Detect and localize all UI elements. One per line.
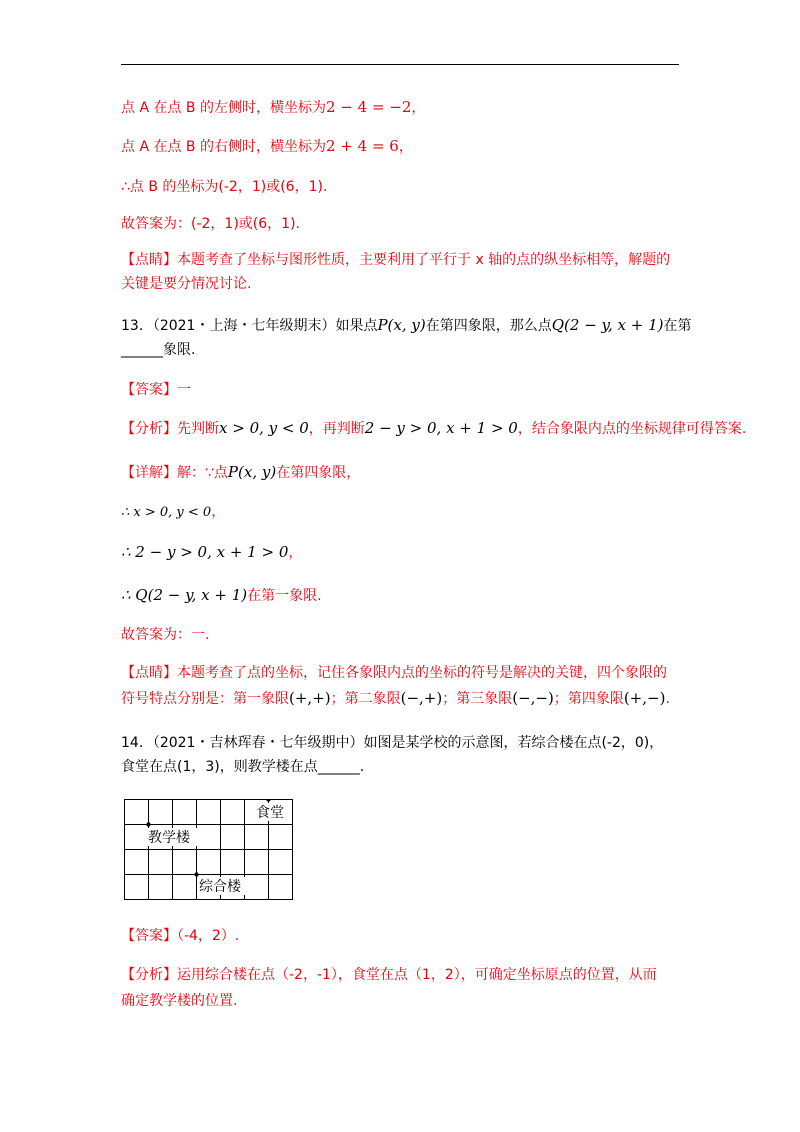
teaching-building-label: 教学楼 bbox=[148, 830, 190, 846]
q13-stem-b: 在第四象限，那么点 bbox=[425, 318, 552, 334]
school-map-figure bbox=[124, 799, 294, 901]
q13-stem-c: 在第 bbox=[663, 318, 692, 334]
q13-quadrant-1-sign: (+,+) bbox=[289, 689, 331, 707]
text-line-note-1: 【点睛】本题考查了坐标与图形性质，主要利用了平行于 x 轴的点的纵坐标相等，解题的 bbox=[121, 252, 671, 268]
q13-note-2-a: 符号特点分别是：第一象限 bbox=[121, 691, 289, 707]
q13-step-3-math: ∴ Q(2 − y, x + 1) bbox=[121, 586, 248, 604]
left-case-end: ， bbox=[411, 100, 426, 116]
q13-note-2-d: ；第四象限 bbox=[553, 691, 624, 707]
q13-step-3-end: 在第一象限. bbox=[247, 588, 322, 604]
q13-note-2-c: ；第三象限 bbox=[442, 691, 513, 707]
q13-stem-line-1 bbox=[121, 315, 692, 336]
q13-analysis-math-2: 2 − y > 0, x + 1 > 0 bbox=[364, 419, 518, 437]
q14-answer: 【答案】（-4，2）. bbox=[121, 928, 240, 944]
q13-step-1-math: ∴ x > 0, y < 0 bbox=[121, 505, 212, 520]
q13-point-q: Q(2 − y, x + 1) bbox=[551, 316, 664, 334]
q13-analysis-b: ，再判断 bbox=[308, 421, 365, 437]
q13-step-1 bbox=[121, 502, 225, 523]
q13-detail-a: 【详解】解：∵点 bbox=[121, 465, 228, 481]
q13-step-2-math: ∴ 2 − y > 0, x + 1 > 0 bbox=[121, 543, 289, 561]
q13-stem-a: 13．（2021・上海・七年级期末）如果点 bbox=[121, 318, 378, 334]
left-case-math: 2 − 4 = −2 bbox=[325, 98, 412, 116]
q14-stem-line-1: 14．（2021・吉林珲春・七年级期中）如图是某学校的示意图，若综合楼在点(-2，0)， bbox=[121, 735, 664, 751]
q13-analysis-c: ，结合象限内点的坐标规律可得答案. bbox=[517, 421, 747, 437]
canteen-label: 食堂 bbox=[256, 805, 284, 821]
q13-quadrant-2-sign: (−,+) bbox=[400, 689, 443, 707]
q13-stem-line-2: ______象限. bbox=[121, 342, 196, 358]
q13-note-2-e: . bbox=[665, 691, 670, 707]
q13-detail bbox=[121, 462, 360, 483]
q14-analysis-2: 确定教学楼的位置. bbox=[121, 993, 238, 1009]
q13-analysis-a: 【分析】先判断 bbox=[121, 421, 219, 437]
teaching-point bbox=[146, 822, 150, 826]
q13-analysis bbox=[121, 418, 746, 439]
q13-note-1: 【点睛】本题考查了点的坐标，记住各象限内点的坐标的符号是解决的关键，四个象限的 bbox=[121, 665, 667, 681]
complex-point bbox=[194, 872, 198, 876]
q13-answer: 【答案】一 bbox=[121, 382, 191, 398]
q13-quadrant-4-sign: (+,−) bbox=[623, 689, 666, 707]
q13-step-3 bbox=[121, 585, 322, 606]
right-case-text: 点 A 在点 B 的右侧时，横坐标为 bbox=[121, 139, 326, 155]
right-case-math: 2 + 4 = 6 bbox=[325, 137, 399, 155]
q13-step-2-end: ， bbox=[288, 545, 303, 561]
right-case-end: ， bbox=[398, 139, 413, 155]
canteen-point bbox=[266, 799, 270, 802]
text-line-note-2: 关键是要分情况讨论. bbox=[121, 276, 252, 292]
q13-note-2-b: ；第二象限 bbox=[330, 691, 401, 707]
text-line-right-case bbox=[121, 136, 413, 157]
q13-detail-math: P(x, y) bbox=[227, 463, 277, 481]
q13-step-2 bbox=[121, 542, 302, 563]
complex-building-label: 综合楼 bbox=[199, 879, 241, 895]
q13-step-1-end: ， bbox=[211, 504, 226, 520]
q13-final-answer: 故答案为：一. bbox=[121, 627, 210, 643]
text-line-left-case bbox=[121, 97, 425, 118]
school-map-grid bbox=[124, 799, 294, 901]
left-case-text: 点 A 在点 B 的左侧时，横坐标为 bbox=[121, 100, 326, 116]
text-line-answer: 故答案为：(-2，1)或(6，1). bbox=[121, 216, 300, 232]
q13-quadrant-3-sign: (−,−) bbox=[512, 689, 554, 707]
header-rule bbox=[121, 64, 679, 65]
q14-stem-line-2: 食堂在点(1，3)，则教学楼在点______. bbox=[121, 759, 365, 775]
q14-analysis-1: 【分析】运用综合楼在点（-2，-1），食堂在点（1，2），可确定坐标原点的位置，从而 bbox=[121, 967, 657, 983]
q13-note-2 bbox=[121, 688, 670, 709]
text-line-conclusion: ∴点 B 的坐标为(-2，1)或(6，1). bbox=[121, 179, 328, 195]
q13-point-p: P(x, y) bbox=[377, 316, 426, 334]
q13-analysis-math-1: x > 0, y < 0 bbox=[219, 419, 309, 437]
q13-detail-b: 在第四象限， bbox=[276, 465, 361, 481]
